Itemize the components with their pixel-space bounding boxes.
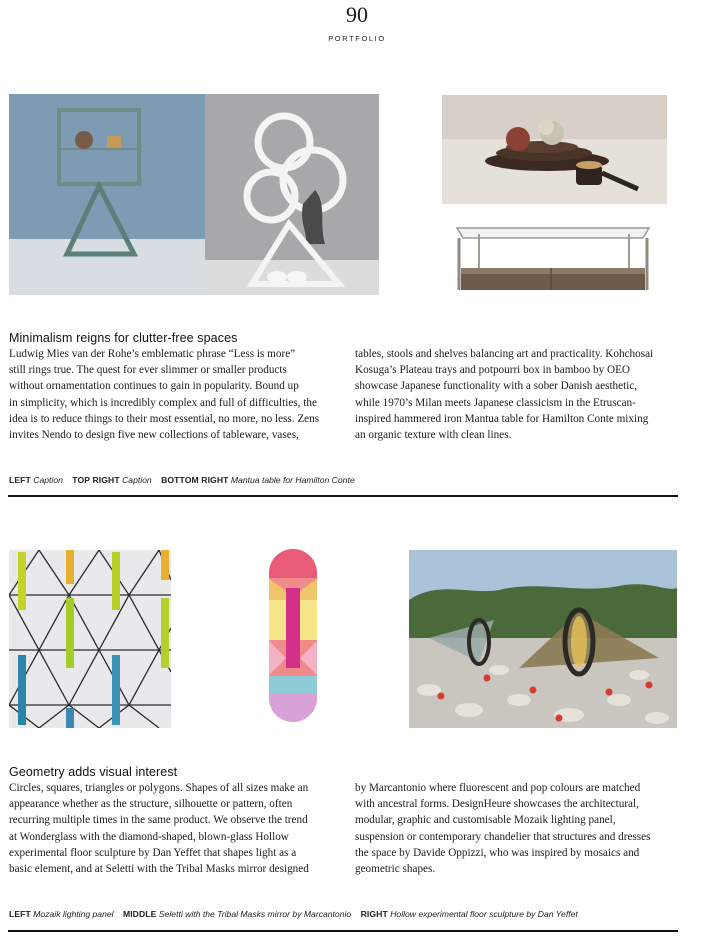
text-line: recurring multiple times in the same product. We observe the trend: [9, 814, 308, 827]
text-line: showcase Japanese functionality with a sober Danish aesthetic,: [355, 380, 638, 393]
text-line: by Marcantonio where fluorescent and pop colours are matched: [355, 782, 641, 794]
section1-col2: [355, 346, 695, 443]
text-line: still rings true. The quest for ever slimmer or smaller products: [9, 364, 287, 377]
tribal-mirror-photo: [268, 548, 318, 723]
text-line: experimental floor sculpture by Dan Yeffet that shapes light as a: [9, 846, 297, 859]
section1-heading: Minimalism reigns for clutter-free spaces: [9, 331, 238, 345]
caption-text: Caption: [122, 475, 152, 485]
caption-key: RIGHT: [360, 909, 388, 919]
text-line: with ancestral forms. DesignHeure showcases the architectural,: [355, 798, 639, 811]
caption-key: LEFT: [9, 909, 31, 919]
caption-key: BOTTOM RIGHT: [161, 475, 229, 485]
bamboo-trays-photo: [442, 95, 667, 204]
text-line: in simplicity, which is incredibly complex and full of difficulties, the: [9, 396, 317, 409]
text-line: Kosuga’s Plateau trays and potpourri box in bamboo by OEO: [355, 364, 630, 377]
caption-text: Seletti with the Tribal Masks mirror by Marcantonio: [158, 909, 352, 919]
text-line: basic element, and at Seletti with the Tribal Masks mirror designed: [9, 863, 309, 876]
section2-col1: [9, 780, 349, 877]
text-line: without ornamentation continues to gain in popularity. Bound up: [9, 380, 299, 393]
mozaik-panel-photo: [9, 550, 171, 728]
section1-col1: [9, 346, 349, 443]
text-line: at Wonderglass with the diamond-shaped, blown-glass Hollow: [9, 830, 289, 843]
text-line: invites Nendo to design five new collections of tableware, vases,: [9, 429, 299, 442]
section1-captions: [9, 475, 362, 485]
section2-heading: Geometry adds visual interest: [9, 765, 178, 779]
text-line: idea is to reduce things to their most essential, no more, no less. Zens: [9, 412, 320, 425]
page-number: 90: [346, 2, 368, 27]
text-line: the space by Davide Oppizzi, who was inspired by mosaics and: [355, 846, 640, 859]
section2-captions: [9, 909, 585, 919]
section-divider: [8, 930, 678, 932]
hollow-sculpture-photo: [409, 550, 677, 728]
text-line: an organic texture with clean lines.: [355, 429, 512, 442]
text-line: inspired hammered iron Mantua table for Hamilton Conte mixing: [355, 412, 649, 425]
text-line: suspension or contemporary chandelier that structures and dresses: [355, 830, 651, 843]
text-line: Ludwig Mies van der Rohe’s emblematic phrase “Less is more”: [9, 348, 296, 360]
caption-key: MIDDLE: [122, 909, 157, 919]
section2-col2: [355, 780, 695, 877]
caption-text: Hollow experimental floor sculpture by Dan Yeffet: [390, 909, 578, 919]
nendo-shelves-photo: [9, 94, 379, 295]
caption-key: TOP RIGHT: [72, 475, 120, 485]
section-label: PORTFOLIO: [328, 34, 386, 43]
section-divider: [8, 495, 678, 497]
text-line: while 1970’s Milan meets Japanese classicism in the Etruscan-: [355, 396, 636, 409]
caption-text: Mozaik lighting panel: [33, 909, 114, 919]
text-line: modular, graphic and customisable Mozaik lighting panel,: [355, 814, 616, 827]
caption-text: Mantua table for Hamilton Conte: [230, 475, 355, 485]
text-line: appearance whether as the structure, silhouette or pattern, often: [9, 798, 293, 811]
mantua-table-photo: [451, 220, 655, 294]
text-line: geometric shapes.: [355, 863, 436, 876]
text-line: Circles, squares, triangles or polygons. Shapes of all sizes make an: [9, 782, 309, 794]
caption-text: Caption: [33, 475, 63, 485]
text-line: tables, stools and shelves balancing art and practicality. Kohchosai: [355, 348, 654, 360]
caption-key: LEFT: [9, 475, 31, 485]
